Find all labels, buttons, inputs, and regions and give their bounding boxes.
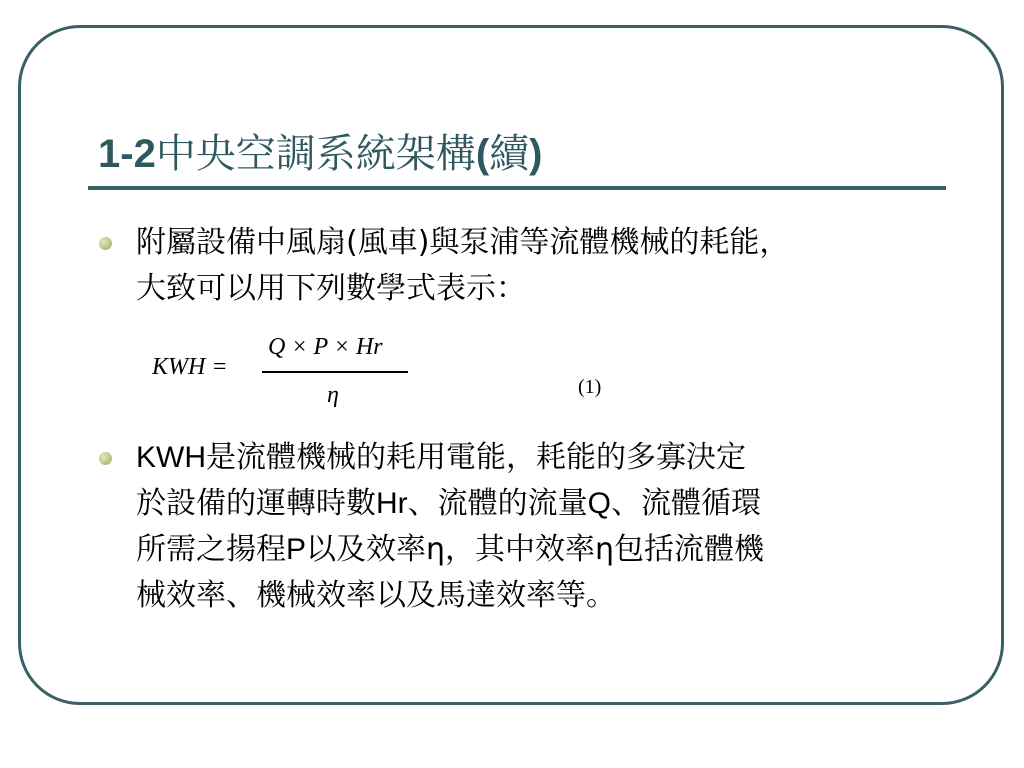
- slide-title: [98, 128, 542, 180]
- bullet-2-line-2-text-c: 、流體的流量: [407, 486, 588, 521]
- bullet-2-line-3-text-c: 以及效率η，其中效率η包括流體機: [306, 532, 765, 567]
- bullet-2-line-2-text-a: 於設備的運轉時數: [136, 486, 376, 521]
- bullet-2-text: [136, 435, 764, 619]
- bullet-2-line-3-text-a: 所需之揚程: [136, 532, 286, 567]
- equation-number: (1): [578, 376, 602, 398]
- bullet-2-line-4: 械效率、機械效率以及馬達效率等。: [136, 578, 616, 613]
- bullet-dot-2: [99, 452, 112, 465]
- term-kwh: KWH: [136, 441, 206, 474]
- bullet-2-line-2-text-e: 、流體循環: [611, 486, 761, 521]
- title-prefix: 1-2: [98, 132, 156, 176]
- title-cont: 續: [489, 131, 530, 177]
- bullet-dot-1: [99, 237, 112, 250]
- fraction-bar: [262, 371, 408, 373]
- bullet-2-line-1: [136, 435, 764, 481]
- bullet-1-line-2: 大致可以用下列數學式表示：: [136, 271, 526, 306]
- title-paren-close: ): [529, 132, 543, 176]
- term-p: P: [286, 533, 307, 566]
- title-main: 中央空調系統架構: [155, 131, 476, 177]
- bullet-2-line-3: [136, 527, 764, 573]
- bullet-2-line-2: [136, 481, 764, 527]
- bullet-1-text: [136, 220, 789, 312]
- term-hr: Hr: [376, 487, 408, 520]
- formula-numerator: Q × P × Hr: [268, 334, 383, 360]
- term-q: Q: [587, 487, 611, 520]
- formula-denominator: η: [327, 382, 339, 408]
- bullet-1-line-1: 附屬設備中風扇(風車)與泵浦等流體機械的耗能，: [136, 225, 790, 260]
- formula-lhs: KWH =: [152, 354, 228, 380]
- title-divider: [88, 186, 946, 190]
- title-paren-open: (: [475, 132, 490, 176]
- bullet-2-line-1-text: 是流體機械的耗用電能，耗能的多寡決定: [206, 440, 746, 475]
